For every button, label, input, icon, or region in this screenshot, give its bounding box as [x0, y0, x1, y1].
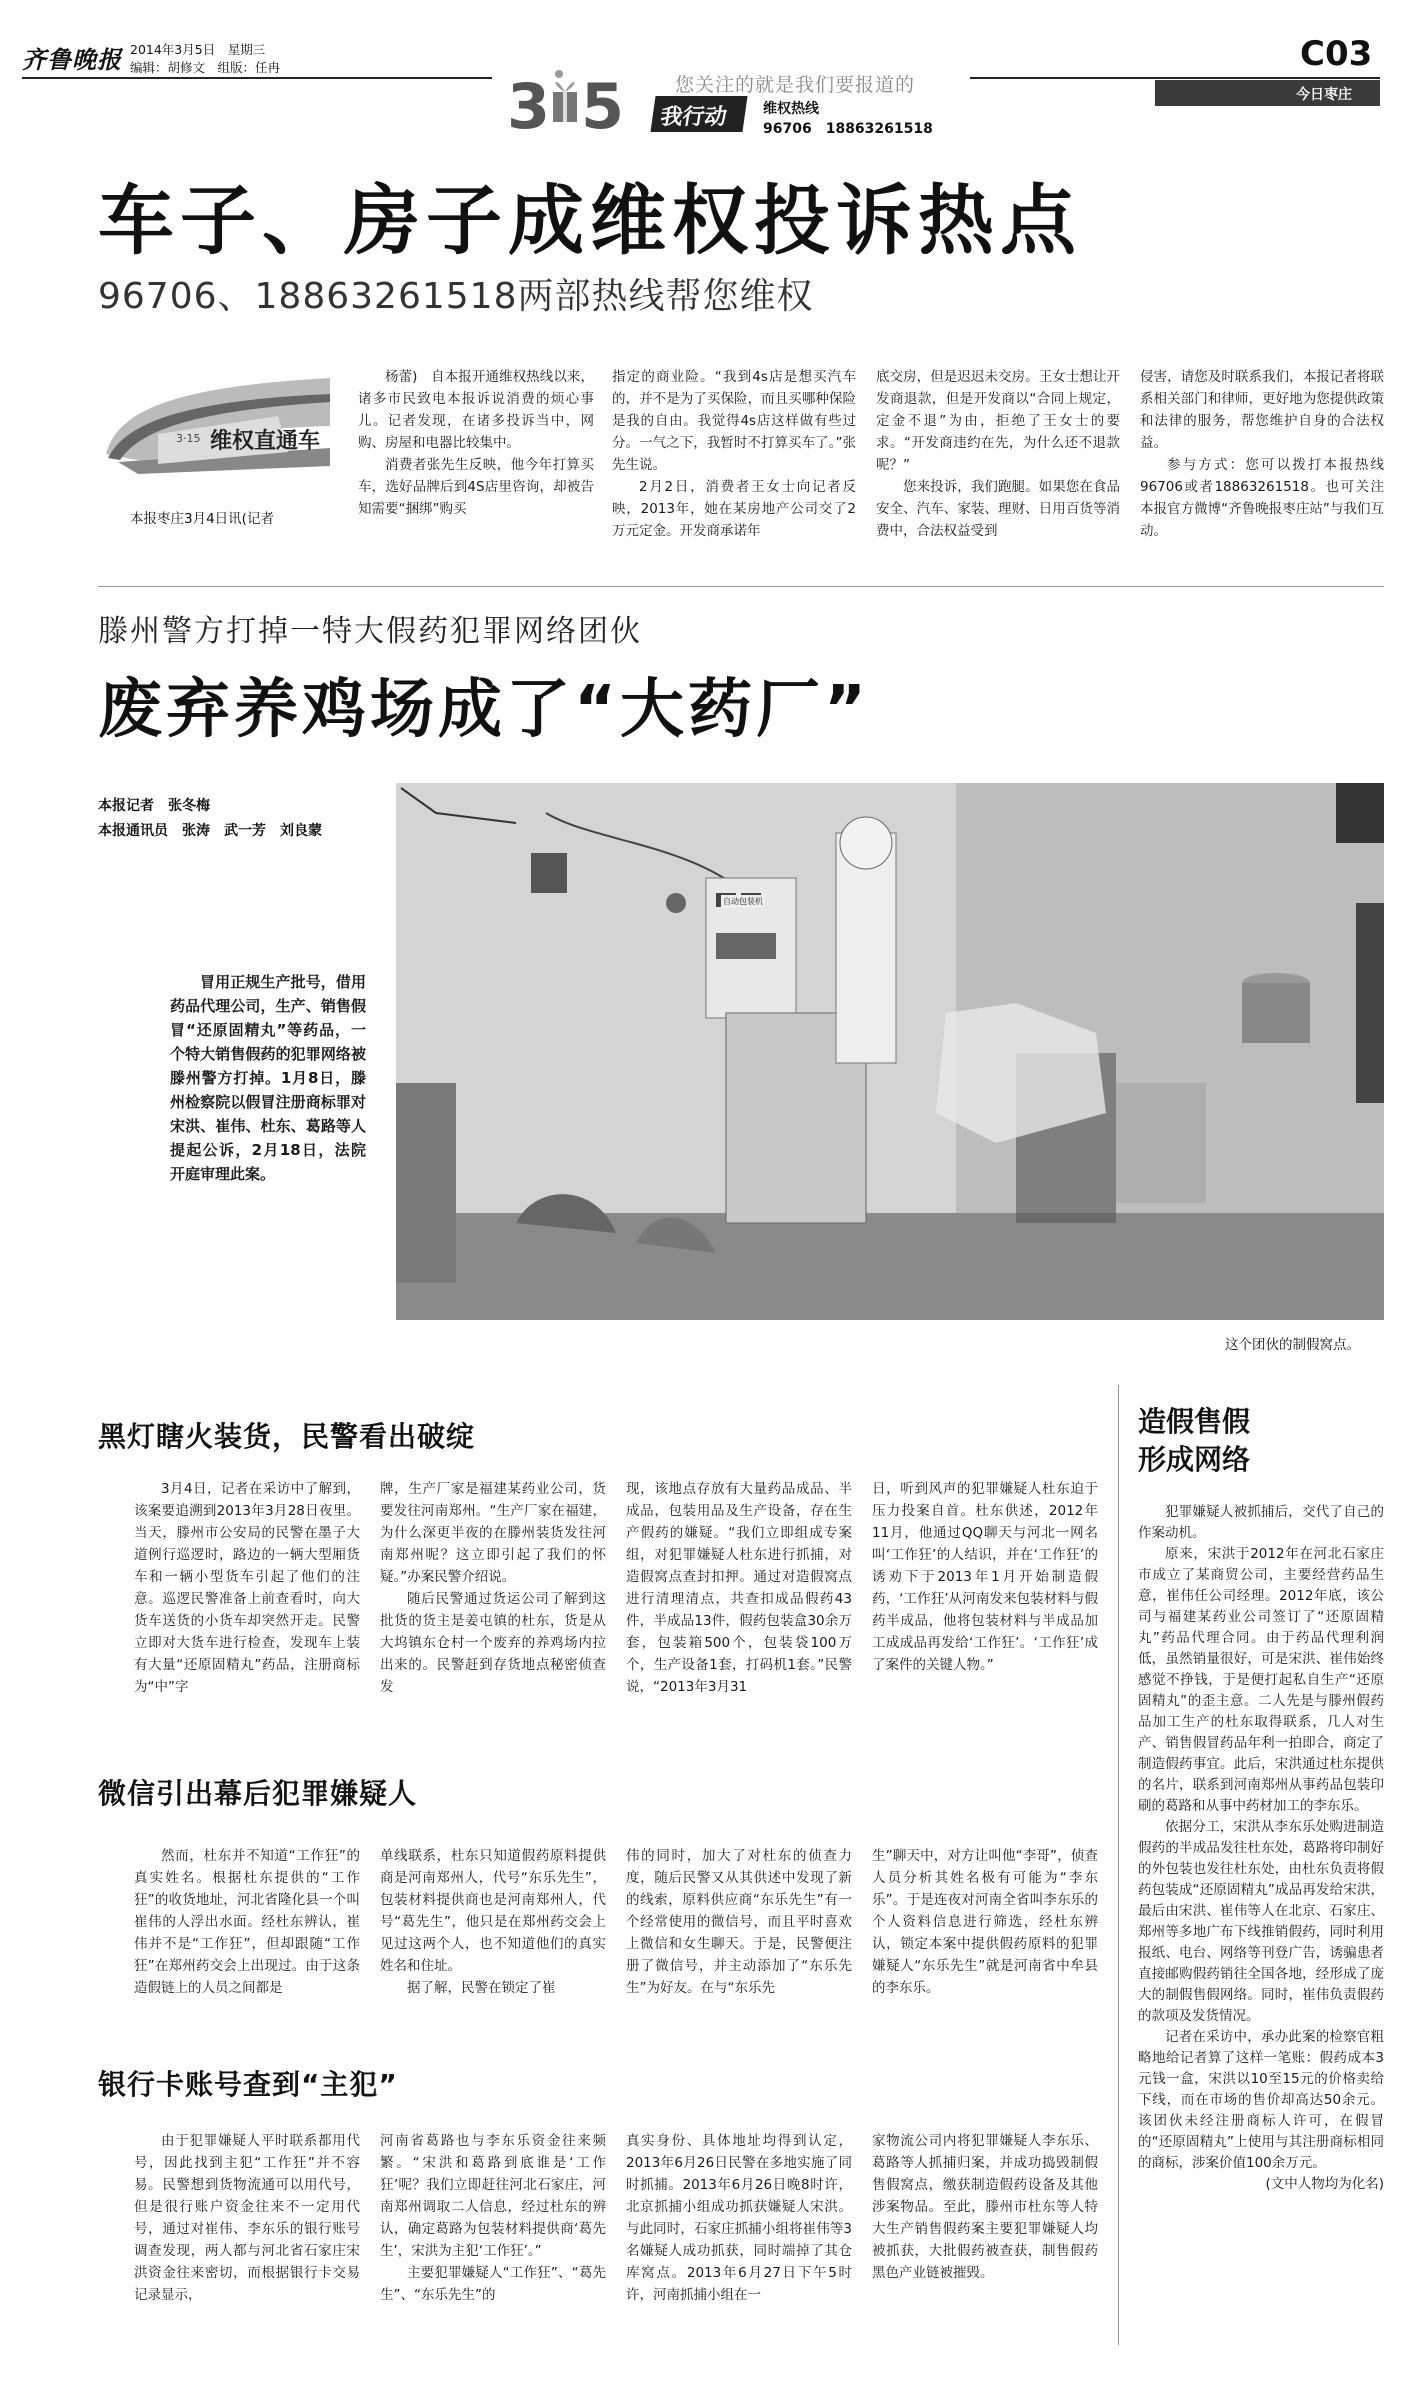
315-banner: [505, 56, 965, 146]
story2-kicker: 滕州警方打掉一特大假药犯罪网络团伙: [98, 614, 642, 649]
sidebar-para2: 原来，宋洪于2012年在河北石家庄市成立了某商贸公司，主要经营药品生意，崔伟任公司经理。2012年底，该公司与福建某药业公司签订了“还原固精丸”药品代理合同。由于药品代理利润低，虽然销量很好，可是宋洪、崔伟始终感觉不挣钱，于是便打起私自生产“还原固精丸”的歪主意。二人先是与滕州假药品加工生产的杜东取得联系，几人对生产、销售假冒药品年利一拍即合，商定了制造假药事宜。此后，宋洪通过杜东提供的名片，联系到河南郑州从事药品包装印刷的葛路和从事中药材加工的李东乐。: [1138, 1546, 1384, 1814]
sec2-col1: [134, 1845, 360, 1999]
issue-date: 2014年3月5日 星期三: [130, 42, 266, 57]
story1-headline: 车子、房子成维权投诉热点: [98, 176, 1082, 265]
sec3-col4-para: 家物流公司内将犯罪嫌疑人李东乐、葛路等人抓捕归案，并成功捣毁制假售假窝点，缴获制造假药设备及其他涉案物品。至此，滕州市杜东等人特大生产销售假药案主要犯罪嫌疑人均被抓获，大批假药被查获，制售假药黑色产业链被摧毁。: [872, 2133, 1098, 2281]
sec2-col4: [872, 1845, 1098, 1999]
sidebar-note: (文中人物均为化名): [1265, 2176, 1384, 2192]
editors-credit: 编辑：胡修文 组版：任冉: [130, 60, 281, 75]
sec2-col2-para2: 据了解，民警在锁定了崔: [407, 1980, 556, 1996]
photo-caption: 这个团伙的制假窝点。: [1225, 1337, 1360, 1353]
hotline-numbers: 96706 18863261518: [763, 121, 933, 137]
train-label: 维权直通车: [210, 429, 321, 454]
byline-reporter: 本报记者 张冬梅: [98, 798, 210, 814]
sec1-col2-para2: 随后民警通过货运公司了解到这批货的货主是姜屯镇的杜东，货是从大坞镇东仓村一个废弃的养鸡场内拉出来的。民警赶到存货地点秘密侦查发: [380, 1591, 606, 1695]
story1-col3-para2: 您来投诉，我们跑腿。如果您在食品安全、汽车、家装、理财、日用百货等消费中，合法权益受到: [876, 479, 1120, 539]
story1-col1: [358, 366, 594, 520]
sec1-col4: [872, 1478, 1098, 1676]
section-tab: [1155, 80, 1380, 106]
story2-lead: [170, 970, 366, 1186]
sec3-col1: [134, 2130, 360, 2306]
story1-col2-para2: 2月2日，消费者王女士向记者反映，2013年，她在某房地产公司交了2万元定金。开发商承诺年: [612, 479, 856, 539]
sec3-col1-para: 由于犯罪嫌疑人平时联系都用代号，因此找到主犯“工作狂”并不容易。民警想到货物流通可以用代号，但是很行账户资金往来不一定用代号，通过对崔伟、李东乐的银行账号调查发现，两人都与河北省石家庄宋洪资金往来密切，而根据银行卡交易记录显示，: [134, 2133, 360, 2303]
sec1-col2-para1: 牌，生产厂家是福建某药业公司，货要发往河南郑州。“生产厂家在福建，为什么深更半夜的在滕州装货发往河南郑州呢？这立即引起了我们的怀疑。”办案民警介绍说。: [380, 1481, 606, 1585]
story2-photo: [396, 783, 1384, 1320]
sidebar-title-line1: 造假售假: [1138, 1405, 1251, 1438]
sec1-col2: [380, 1478, 606, 1698]
sec3-col2-para1: 河南省葛路也与李东乐资金往来频繁。“宋洪和葛路到底谁是‘工作狂’呢？我们立即赶往河北石家庄，河南郑州调取二人信息，经过杜东的辨认，确定葛路为包装材料提供商‘葛先生’，宋洪为主犯‘工作狂’。”: [380, 2133, 606, 2259]
page-number: C03: [1300, 34, 1373, 74]
train-illustration: [98, 366, 330, 484]
section2-title: 微信引出幕后犯罪嫌疑人: [98, 1777, 418, 1810]
story1-col4-para1: 侵害，请您及时联系我们，本报记者将联系相关部门和律师，更好地为您提供政策和法律的服务，帮您维护自身的合法权益。: [1140, 369, 1384, 451]
sec2-col1-para: 然而，杜东并不知道“工作狂”的真实姓名。根据杜东提供的“工作狂”的收货地址，河北省隆化县一个叫崔伟的人浮出水面。经杜东辨认，崔伟并不是“工作狂”，但却跟随“工作狂”在郑州药交会上出现过。由于这条造假链上的人员之间都是: [134, 1848, 360, 1996]
sidebar-title-line2: 形成网络: [1138, 1443, 1251, 1476]
banner-action-badge: [650, 96, 747, 132]
machine-label: 自动包装机: [723, 897, 763, 906]
masthead-rule-right: [970, 77, 1380, 79]
gift-icon: [550, 66, 580, 126]
sec3-col3: [626, 2130, 852, 2306]
sec1-col3-para: 现，该地点存放有大量药品成品、半成品，包装用品及生产设备，存在生产假药的嫌疑。“我们立即组成专案组，对犯罪嫌疑人杜东进行抓捕，对造假窝点查封扣押。通过对造假窝点进行清理清点，共查扣成品假药43件，半成品13件，假药包装盒30余万套，包装箱500个，包装袋100万个，生产设备1套，打码机1套。”民警说，“2013年3月31: [626, 1481, 852, 1695]
story1-subhead: 96706、18863261518两部热线帮您维权: [98, 276, 814, 317]
story-divider: [98, 586, 1384, 587]
sec3-col2-para2: 主要犯罪嫌疑人“工作狂”、“葛先生”、“东乐先生”的: [380, 2265, 606, 2303]
sec2-col3-para: 伟的同时，加大了对杜东的侦查力度，随后民警又从其供述中发现了新的线索，原料供应商“东乐先生”有一个经常使用的微信号，而且平时喜欢上微信和女生聊天。于是，民警便注册了微信号，并主动添加了“东乐先生”为好友。在与“东乐先: [626, 1848, 852, 1996]
paper-name: 齐鲁晚报: [22, 45, 122, 74]
sec3-col3-para: 真实身份、具体地址均得到认定，2013年6月26日民警在多地实施了同时抓捕。2013年6月26日晚8时许，北京抓捕小组成功抓获嫌疑人宋洪。与此同时，石家庄抓捕小组将崔伟等3名嫌疑人成功抓获，同时端掉了其仓库窝点。2013年6月27日下午5时许，河南抓捕小组在一: [626, 2133, 852, 2303]
sec2-col2-para1: 单线联系，杜东只知道假药原料提供商是河南郑州人，代号“东乐先生”，包装材料提供商也是河南郑州人，代号“葛先生”，他只是在郑州药交会上见过这两个人，也不知道他们的真实姓名和住址。: [380, 1848, 606, 1974]
banner-action-text: 我行动: [658, 105, 729, 130]
315-logo-digit-3: 3: [507, 70, 551, 143]
sec2-col3: [626, 1845, 852, 1999]
byline-correspondents: 本报通讯员 张涛 武一芳 刘良蒙: [98, 823, 322, 839]
sec1-col4-para: 日，听到风声的犯罪嫌疑人杜东迫于压力投案自首。杜东供述，2012年11月，他通过QQ聊天与河北一网名叫‘工作狂’的人结识，并在‘工作狂’的诱劝下于2013年1月开始制造假药，‘工作狂’从河南发来包装材料与假药半成品，他将包装材料与半成品加工成成品再发给‘工作狂’。‘工作狂’成了案件的关键人物。”: [872, 1481, 1098, 1673]
story1-col2-para1: 指定的商业险。“我到4s店是想买汽车的，并不是为了买保险，而且买哪种保险是我的自由。我觉得4s店这样做有些过分。一气之下，我暂时不打算买车了。”张先生说。: [612, 369, 856, 473]
story1-col3-para1: 底交房，但是迟迟未交房。王女士想让开发商退款，但是开发商以“合同上规定，定金不退”为由，拒绝了王女士的要求。“开发商违约在先，为什么还不退款呢？”: [876, 369, 1120, 473]
section1-title: 黑灯瞎火装货，民警看出破绽: [98, 1420, 476, 1453]
sec3-col4: [872, 2130, 1098, 2284]
sidebar-para3: 依据分工，宋洪从李东乐处购进制造假药的半成品发往杜东处，葛路将印制好的外包装也发往杜东处，由杜东负责将假药包装成“还原固精丸”成品再发给宋洪，最后由宋洪、崔伟等人在北京、石家庄、郑州等多地广布下线推销假药，同时利用报纸、电台、网络等刊登广告，诱骗患者直接邮购假药销往全国各地，经形成了庞大的制假售假网络。同时，崔伟负责假药的款项及发货情况。: [1138, 1819, 1384, 2024]
workshop-photo-illustration: [396, 783, 1384, 1320]
story1-col2: [612, 366, 856, 542]
sidebar-para4: 记者在采访中，承办此案的检察官粗略地给记者算了这样一笔账：假药成本3元钱一盒，宋洪以10至15元的价格卖给下线，而在市场的售价却高达50余元。该团伙未经注册商标人许可，在假冒的“还原固精丸”上使用与其注册商标相同的商标，涉案价值100余万元。: [1138, 2029, 1384, 2171]
banner-slogan: 您关注的就是我们要报道的: [675, 74, 916, 96]
section3-title: 银行卡账号查到“主犯”: [98, 2068, 398, 2101]
story2-headline: 废弃养鸡场成了“大药厂”: [98, 673, 871, 747]
sec2-col2: [380, 1845, 606, 1999]
315-logo-digit-5: 5: [581, 70, 625, 143]
story1-col4: [1140, 366, 1384, 542]
story1-dateline: 本报枣庄3月4日讯(记者: [130, 511, 274, 527]
sidebar-body: [1138, 1502, 1384, 2195]
train-label-prefix: 3·15: [176, 432, 201, 445]
story1-col3: [876, 366, 1120, 542]
hotline-label: 维权热线: [763, 101, 819, 117]
sec3-col2: [380, 2130, 606, 2306]
sec1-col3: [626, 1478, 852, 1698]
sec2-col4-para: 生”聊天中，对方让叫他“李哥”，侦查人员分析其姓名极有可能为“李东乐”。于是连夜对河南全省叫李东乐的个人资料信息进行筛选，经杜东辨认，锁定本案中提供假药原料的犯罪嫌疑人“东乐先生”就是河南省中牟县的李东乐。: [872, 1848, 1098, 1996]
sidebar-divider: [1118, 1385, 1119, 2345]
story1-col4-para2: 参与方式：您可以拨打本报热线96706或者18863261518。也可关注本报官方微博“齐鲁晚报枣庄站”与我们互动。: [1140, 457, 1384, 539]
section-name: 今日枣庄: [1296, 87, 1352, 103]
sec1-col1: [134, 1478, 360, 1698]
masthead-rule-left: [22, 77, 492, 79]
story1-col1-para2: 消费者张先生反映，他今年打算买车，选好品牌后到4S店里咨询，却被告知需要“捆绑”购买: [358, 457, 594, 517]
sidebar-para1: 犯罪嫌疑人被抓捕后，交代了自己的作案动机。: [1138, 1504, 1384, 1541]
story2-lead-text: 冒用正规生产批号，借用药品代理公司，生产、销售假冒“还原固精丸”等药品，一个特大销售假药的犯罪网络被滕州警方打掉。1月8日，滕州检察院以假冒注册商标罪对宋洪、崔伟、杜东、葛路等人提起公诉，2月18日，法院开庭审理此案。: [170, 973, 366, 1183]
story1-col1-para1: 杨蕾) 自本报开通维权热线以来，诸多市民致电本报诉说消费的烦心事儿。记者发现，在诸多投诉当中，网购、房屋和电器比较集中。: [358, 369, 594, 451]
sec1-col1-para: 3月4日，记者在采访中了解到，该案要追溯到2013年3月28日夜里。当天，滕州市公安局的民警在墨子大道例行巡逻时，路边的一辆大型厢货车和一辆小型货车引起了他们的注意。巡逻民警准备上前查看时，向大货车送货的小货车却突然开走。民警立即对大货车进行检查，发现车上装有大量“还原固精丸”药品，注册商标为“中”字: [134, 1481, 360, 1695]
